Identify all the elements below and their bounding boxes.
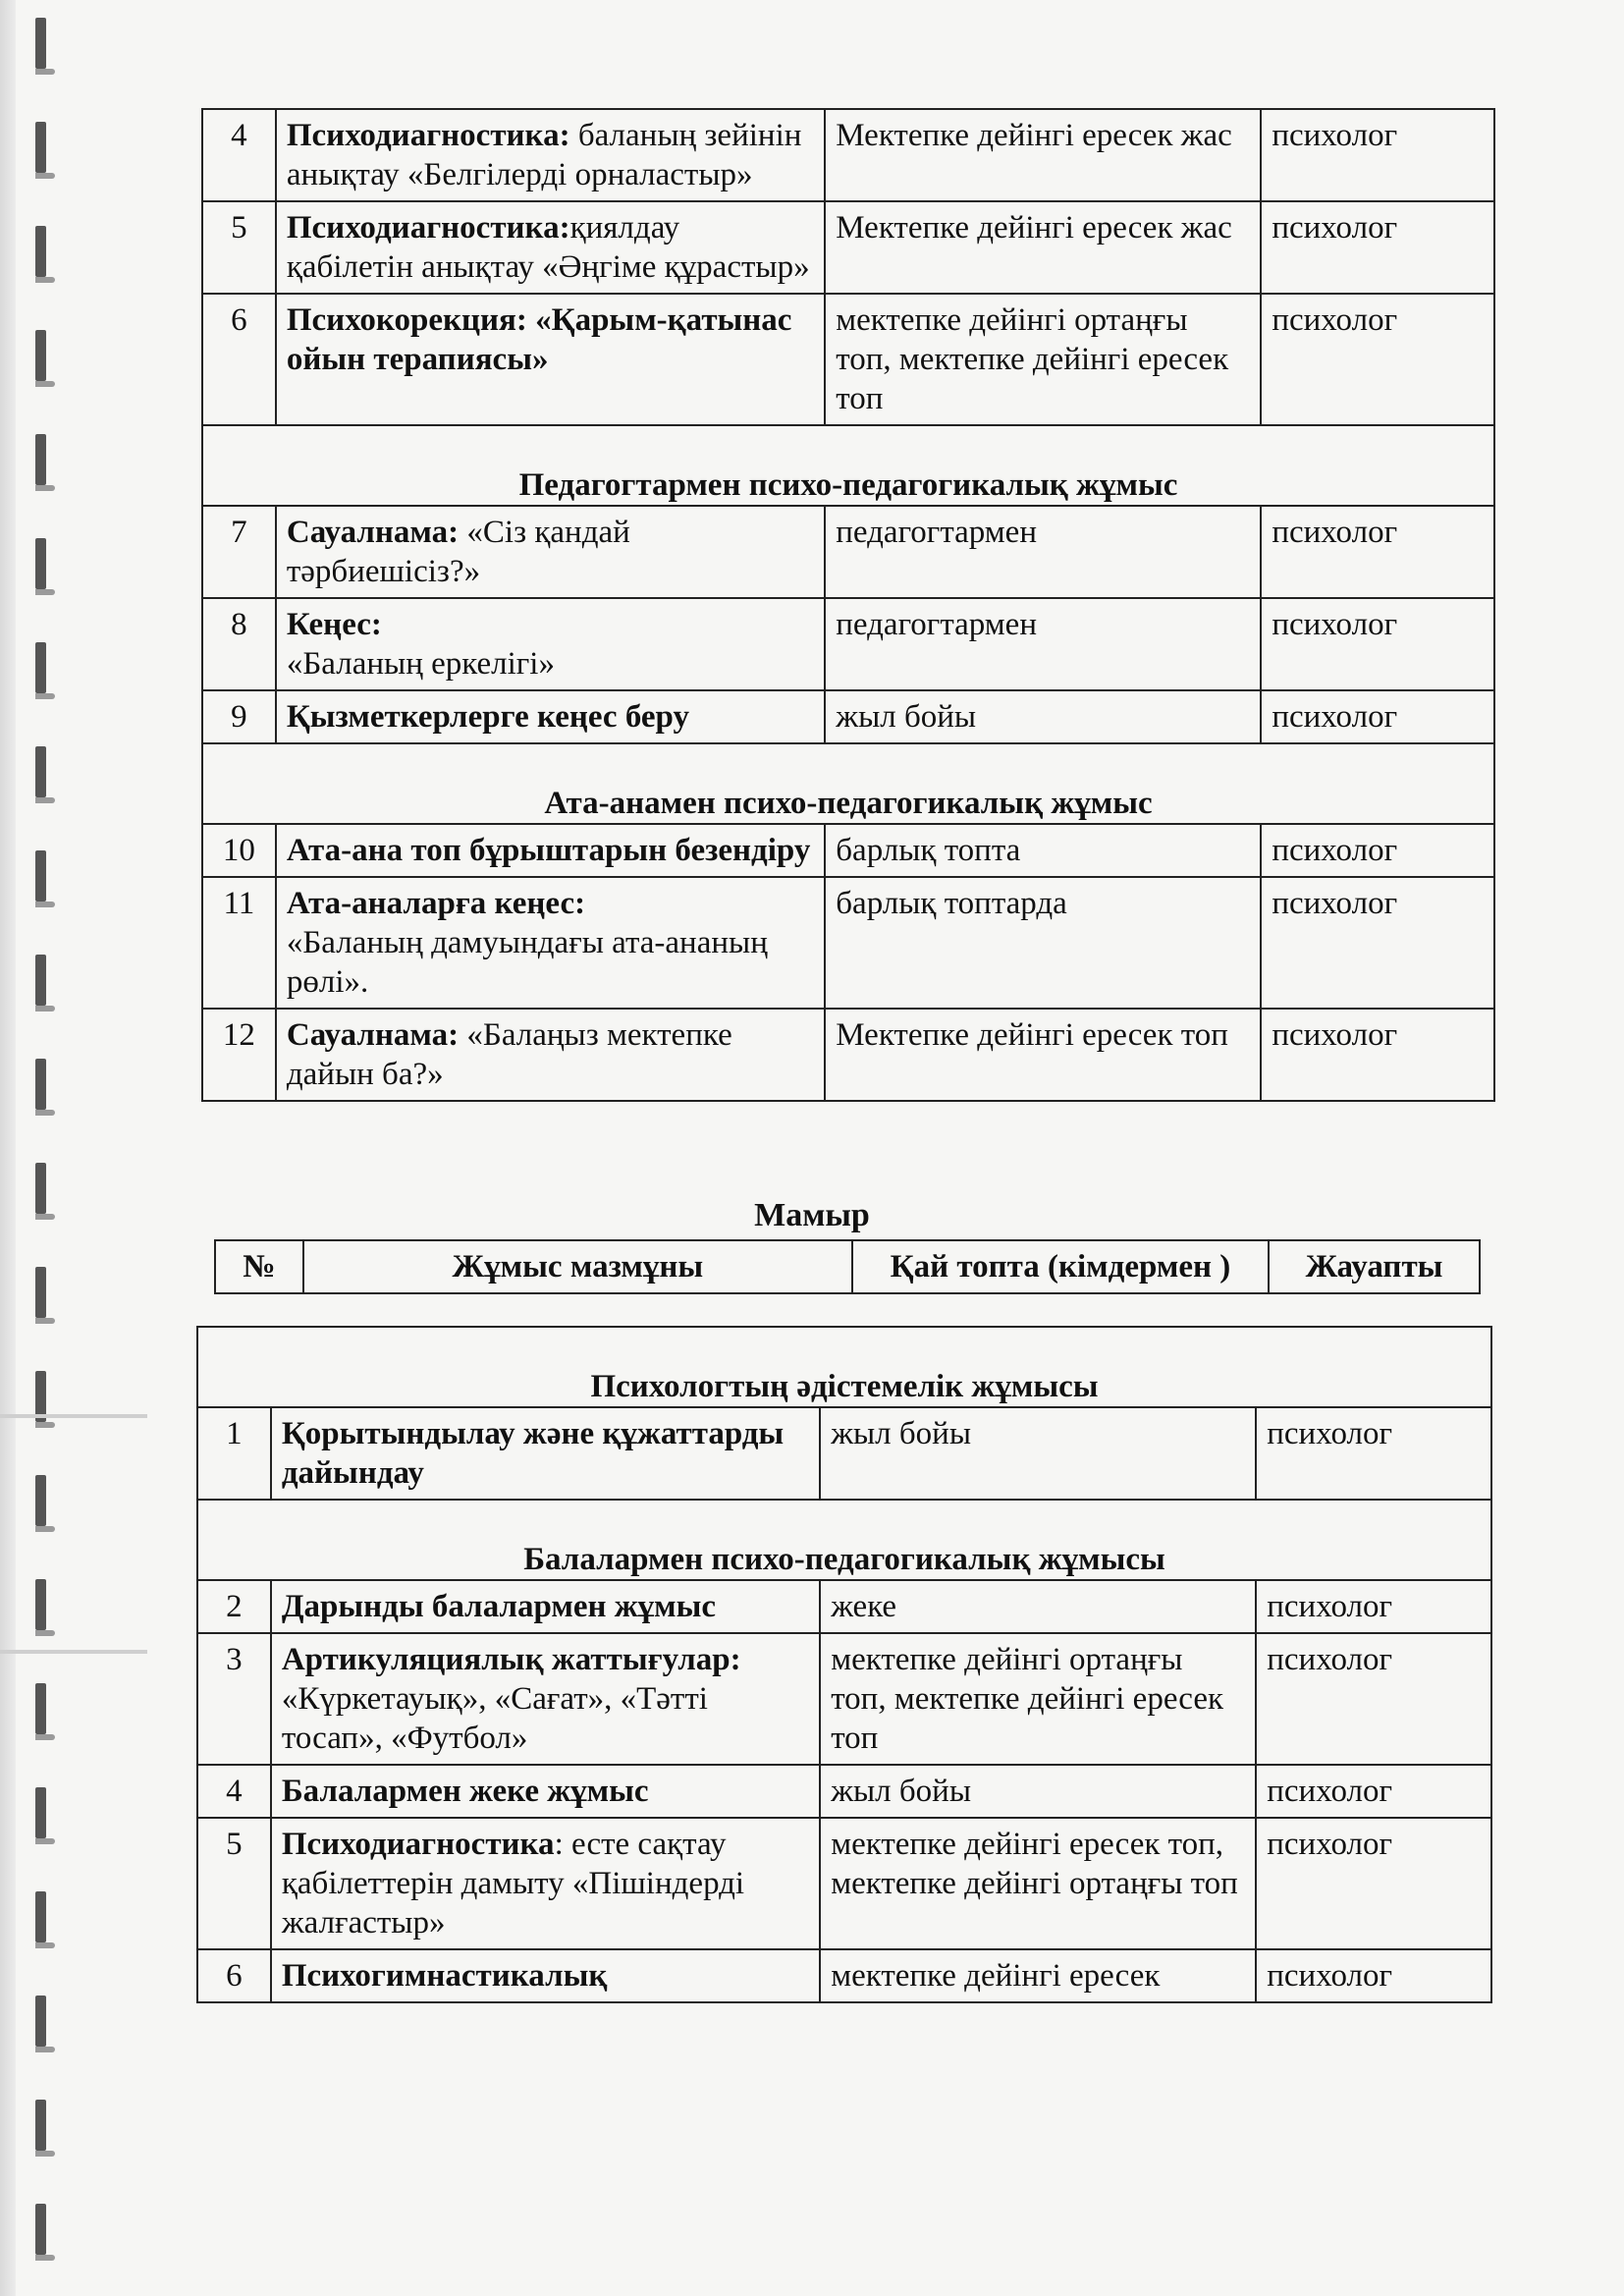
binding-hole xyxy=(35,330,46,381)
row-number: 11 xyxy=(202,877,276,1009)
row-number: 8 xyxy=(202,598,276,690)
responsible: психолог xyxy=(1256,1580,1491,1633)
binding-hole xyxy=(35,642,46,693)
binding-hole xyxy=(35,1267,46,1318)
target-group: барлық топтарда xyxy=(825,877,1261,1009)
section-title: Балалармен психо-педагогикалық жұмысы xyxy=(197,1500,1491,1580)
content-bold: Психокорекция: «Қарым-қатынас ойын терапиясы» xyxy=(286,302,792,377)
responsible: психолог xyxy=(1261,1009,1494,1101)
header-responsible: Жауапты xyxy=(1269,1240,1480,1293)
content-text: «Баланың дамуындағы ата-ананың рөлі». xyxy=(286,925,768,1000)
target-group: жыл бойы xyxy=(820,1765,1256,1818)
work-content xyxy=(276,201,825,294)
work-content xyxy=(276,877,825,1009)
work-content xyxy=(271,1765,820,1818)
row-number: 12 xyxy=(202,1009,276,1101)
section-title: Педагогтармен психо-педагогикалық жұмыс xyxy=(202,425,1494,506)
responsible: психолог xyxy=(1261,201,1494,294)
content-bold: Қорытындылау және құжаттарды дайындау xyxy=(281,1416,785,1491)
target-group: мектепке дейінгі ортаңғы топ, мектепке дейінгі ересек топ xyxy=(820,1633,1256,1765)
section-row xyxy=(202,743,1494,824)
section-title: Ата-анамен психо-педагогикалық жұмыс xyxy=(202,743,1494,824)
content-text: баланың зейінін анықтау «Белгілерді орналастыр» xyxy=(286,118,802,192)
row-number: 3 xyxy=(197,1633,271,1765)
responsible: психолог xyxy=(1256,1949,1491,2002)
work-content xyxy=(271,1407,820,1500)
row-number: 2 xyxy=(197,1580,271,1633)
binding-thread xyxy=(0,1414,147,1418)
responsible: психолог xyxy=(1261,824,1494,877)
header-group: Қай топта (кімдермен ) xyxy=(852,1240,1269,1293)
binding-hole xyxy=(35,2100,46,2151)
target-group: Мектепке дейінгі ересек жас xyxy=(825,201,1261,294)
binding-hole xyxy=(35,1059,46,1110)
content-bold: Психогимнастикалық xyxy=(281,1958,608,1994)
table-row xyxy=(202,1009,1494,1101)
binding-hole xyxy=(35,434,46,485)
table-row xyxy=(197,1765,1491,1818)
content-text: қиялдау қабілетін анықтау «Әңгіме құрастыр» xyxy=(286,210,810,285)
row-number: 10 xyxy=(202,824,276,877)
row-number: 1 xyxy=(197,1407,271,1500)
binding-hole xyxy=(35,538,46,589)
table-row xyxy=(202,598,1494,690)
content-bold: Психодиагностика xyxy=(281,1827,555,1862)
section-title: Психологтың әдістемелік жұмысы xyxy=(197,1327,1491,1407)
target-group: Мектепке дейінгі ересек топ xyxy=(825,1009,1261,1101)
table-row xyxy=(197,1580,1491,1633)
target-group: жыл бойы xyxy=(820,1407,1256,1500)
row-number: 4 xyxy=(197,1765,271,1818)
binding-hole xyxy=(35,955,46,1006)
work-content xyxy=(271,1633,820,1765)
binding-strip xyxy=(0,0,16,2296)
binding-hole xyxy=(35,1787,46,1838)
table-row xyxy=(197,1407,1491,1500)
table-row xyxy=(202,506,1494,598)
target-group: педагогтармен xyxy=(825,598,1261,690)
responsible: психолог xyxy=(1261,877,1494,1009)
work-content xyxy=(276,1009,825,1101)
work-content xyxy=(276,598,825,690)
target-group: жеке xyxy=(820,1580,1256,1633)
target-group: мектепке дейінгі ортаңғы топ, мектепке дейінгі ересек топ xyxy=(825,294,1261,425)
binding-hole xyxy=(35,1995,46,2047)
binding-hole xyxy=(35,1475,46,1526)
content-bold: Сауалнама: xyxy=(286,515,460,550)
spiral-binding xyxy=(0,0,59,2296)
target-group: Мектепке дейінгі ересек жас xyxy=(825,109,1261,201)
table-row xyxy=(202,201,1494,294)
row-number: 6 xyxy=(202,294,276,425)
content-text: «Баланың еркелігі» xyxy=(286,646,555,682)
responsible: психолог xyxy=(1261,598,1494,690)
content-bold: Дарынды балалармен жұмыс xyxy=(281,1589,717,1624)
month-title: Мамыр xyxy=(754,1197,870,1233)
table-row xyxy=(202,824,1494,877)
table-row xyxy=(197,1633,1491,1765)
binding-hole xyxy=(35,1683,46,1734)
binding-hole xyxy=(35,746,46,797)
responsible: психолог xyxy=(1261,506,1494,598)
work-content xyxy=(276,506,825,598)
responsible: психолог xyxy=(1261,109,1494,201)
table-row xyxy=(202,690,1494,743)
table-row xyxy=(202,877,1494,1009)
work-content xyxy=(276,294,825,425)
content-text: «Сіз қандай тәрбиешісіз?» xyxy=(286,515,630,589)
content-bold: Артикуляциялық жаттығулар: xyxy=(281,1642,741,1677)
work-content xyxy=(271,1818,820,1949)
row-number: 5 xyxy=(197,1818,271,1949)
target-group: барлық топта xyxy=(825,824,1261,877)
binding-hole xyxy=(35,18,46,69)
content-bold: Ата-ана топ бұрыштарын безендіру xyxy=(286,833,811,868)
binding-hole xyxy=(35,1579,46,1630)
target-group: мектепке дейінгі ересек топ, мектепке дейінгі ортаңғы топ xyxy=(820,1818,1256,1949)
row-number: 5 xyxy=(202,201,276,294)
responsible: психолог xyxy=(1256,1818,1491,1949)
target-group: педагогтармен xyxy=(825,506,1261,598)
plan-table-top xyxy=(201,108,1495,1102)
table-row xyxy=(202,109,1494,201)
header-content: Жұмыс мазмұны xyxy=(303,1240,852,1293)
content-text: : есте сақтау қабілеттерін дамыту «Пішіндерді жалғастыр» xyxy=(281,1827,745,1941)
content-bold: Ата-аналарға кеңес: xyxy=(286,886,586,921)
content-text: «Балаңыз мектепке дайын ба?» xyxy=(286,1017,732,1092)
row-number: 6 xyxy=(197,1949,271,2002)
content-text: «Күркетауық», «Сағат», «Тәтті тосап», «Футбол» xyxy=(281,1681,708,1756)
content-bold: Психодиагностика: xyxy=(286,118,570,153)
binding-thread xyxy=(0,1650,147,1654)
table-row xyxy=(197,1818,1491,1949)
work-content xyxy=(276,824,825,877)
binding-hole xyxy=(35,850,46,902)
content-bold: Қызметкерлерге кеңес беру xyxy=(286,699,689,735)
section-row xyxy=(202,425,1494,506)
plan-table-header xyxy=(214,1239,1481,1294)
section-row xyxy=(197,1327,1491,1407)
binding-hole xyxy=(35,226,46,277)
work-content xyxy=(271,1949,820,2002)
row-number: 9 xyxy=(202,690,276,743)
target-group: жыл бойы xyxy=(825,690,1261,743)
table-row xyxy=(202,294,1494,425)
responsible: психолог xyxy=(1256,1407,1491,1500)
binding-hole xyxy=(35,2204,46,2255)
work-content xyxy=(271,1580,820,1633)
plan-table-bottom xyxy=(196,1326,1492,2003)
responsible: психолог xyxy=(1261,294,1494,425)
table-row xyxy=(197,1949,1491,2002)
responsible: психолог xyxy=(1261,690,1494,743)
target-group: мектепке дейінгі ересек xyxy=(820,1949,1256,2002)
row-number: 7 xyxy=(202,506,276,598)
content-bold: Психодиагностика: xyxy=(286,210,570,246)
section-row xyxy=(197,1500,1491,1580)
binding-hole xyxy=(35,1891,46,1942)
responsible: психолог xyxy=(1256,1765,1491,1818)
work-content xyxy=(276,690,825,743)
work-content xyxy=(276,109,825,201)
responsible: психолог xyxy=(1256,1633,1491,1765)
header-num: № xyxy=(215,1240,303,1293)
row-number: 4 xyxy=(202,109,276,201)
content-bold: Балалармен жеке жұмыс xyxy=(281,1774,649,1809)
content-bold: Сауалнама: xyxy=(286,1017,460,1053)
content-bold: Кеңес: xyxy=(286,607,382,642)
binding-hole xyxy=(35,122,46,173)
